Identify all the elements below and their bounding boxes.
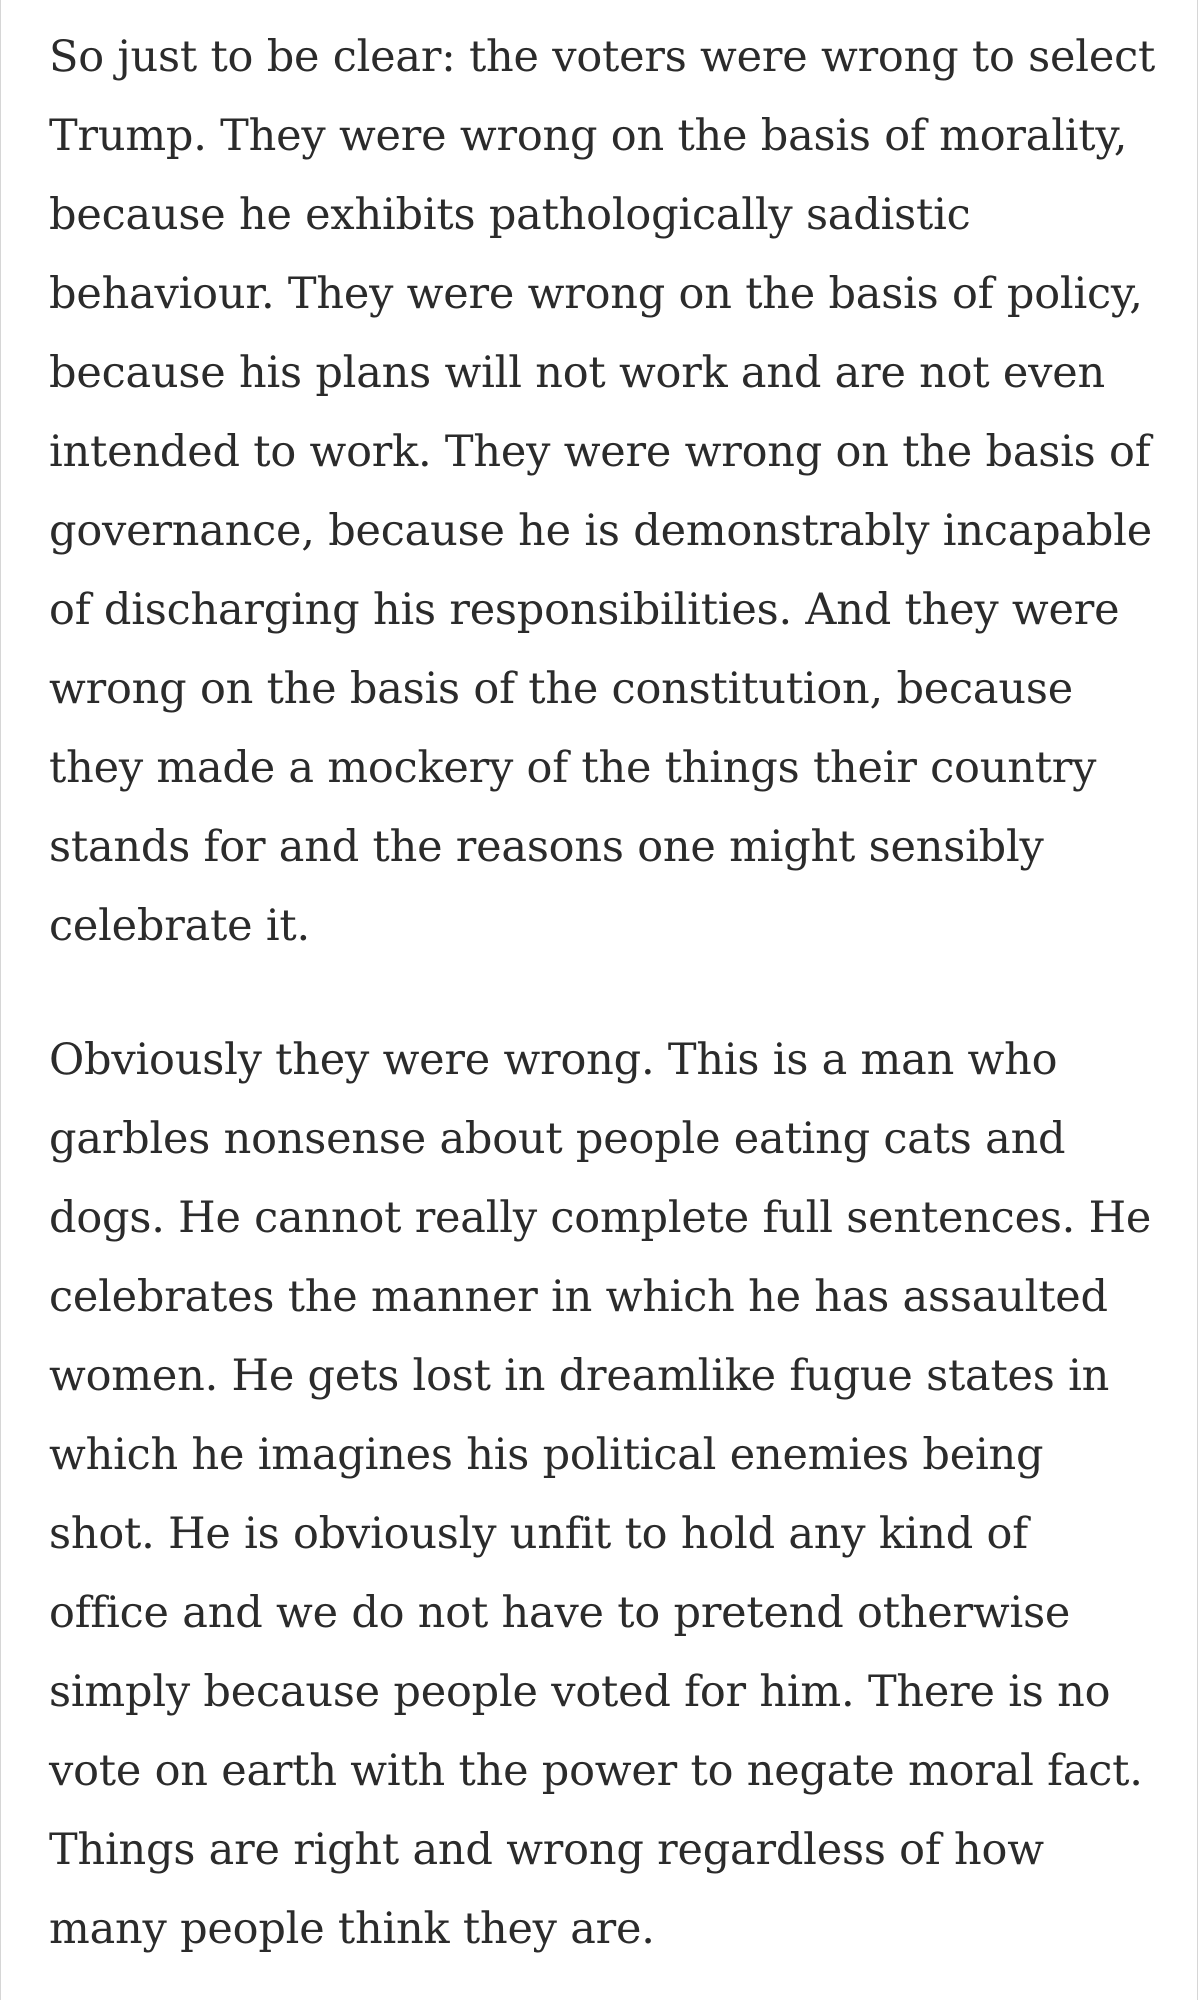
paragraph-line: stands for and the reasons one might sensibly [49,822,1044,872]
paragraph-line: intended to work. They were wrong on the basis of [49,427,1151,477]
paragraph-line: garbles nonsense about people eating cats and [49,1114,1066,1164]
paragraph-line: simply because people voted for him. There is no [49,1667,1111,1717]
paragraph-line: behaviour. They were wrong on the basis of policy, [49,269,1143,319]
paragraph-line: wrong on the basis of the constitution, because [49,664,1073,714]
paragraph-line: So just to be clear: the voters were wrong to select [49,32,1156,82]
paragraph-line: of discharging his responsibilities. And they were [49,585,1120,635]
paragraph-line: Things are right and wrong regardless of how [49,1825,1044,1875]
paragraph-line: because his plans will not work and are not even [49,348,1105,398]
paragraph-line: shot. He is obviously unfit to hold any kind of [49,1509,1028,1559]
paragraph-line: vote on earth with the power to negate moral fact. [49,1746,1143,1796]
paragraph-line: Trump. They were wrong on the basis of morality, [49,111,1128,161]
paragraph-line: dogs. He cannot really complete full sentences. He [49,1193,1152,1243]
paragraph-1 [49,18,1179,966]
paragraph-2 [49,1021,1179,1969]
paragraph-line: women. He gets lost in dreamlike fugue states in [49,1351,1110,1401]
article-body [49,18,1179,1969]
paragraph-line: because he exhibits pathologically sadistic [49,190,971,240]
paragraph-line: they made a mockery of the things their country [49,743,1097,793]
paragraph-line: many people think they are. [49,1904,655,1954]
paragraph-line: Obviously they were wrong. This is a man who [49,1035,1058,1085]
paragraph-line: celebrates the manner in which he has assaulted [49,1272,1108,1322]
paragraph-line: governance, because he is demonstrably incapable [49,506,1153,556]
paragraph-line: office and we do not have to pretend otherwise [49,1588,1071,1638]
paragraph-line: celebrate it. [49,901,310,951]
paragraph-line: which he imagines his political enemies being [49,1430,1044,1480]
